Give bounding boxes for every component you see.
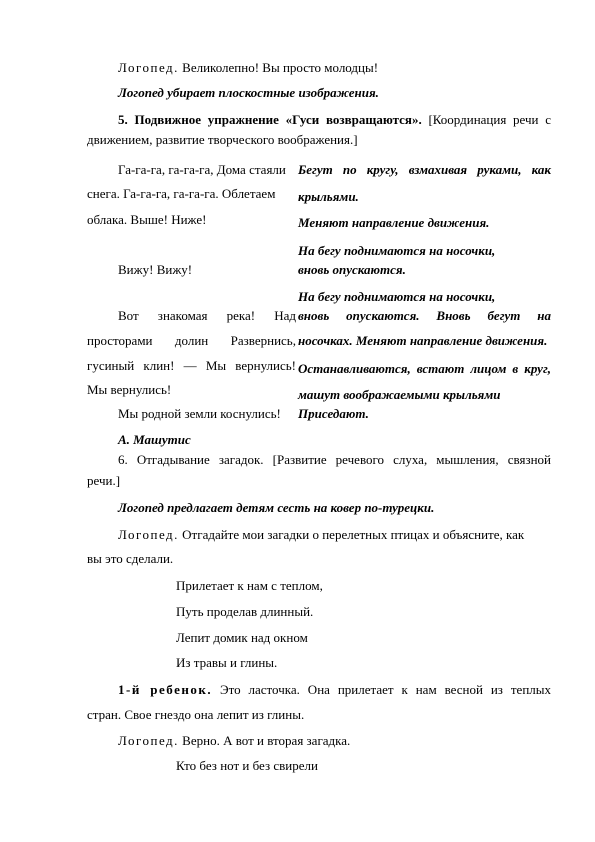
speaker-label: Логопед. <box>118 733 179 748</box>
action-line: На бегу поднимаются на носочки, <box>298 243 496 258</box>
action-line: вновь опускаются. Вновь бегут на <box>298 308 551 323</box>
speech-text: Это ласточка. Она прилетает к нам весной из теплых <box>212 682 551 697</box>
action-line: машут воображаемыми крыльями <box>298 387 501 402</box>
action-line: вновь опускаются. <box>298 262 406 277</box>
speaker-label: 1-й ребенок. <box>118 682 213 697</box>
poem-line: Га-га-га, га-га-га, Дома стаяли <box>118 162 286 177</box>
riddle-line: Прилетает к нам с теплом, <box>176 578 323 593</box>
poem-author: А. Машутис <box>118 432 191 447</box>
poem-line: Мы родной земли коснулись! <box>118 406 281 421</box>
exercise-5-heading <box>118 112 551 128</box>
exercise-goal-cont: движением, развитие творческого воображения.] <box>87 132 358 147</box>
riddle-line: Путь проделав длинный. <box>176 604 314 619</box>
speech-text: Верно. А вот и вторая загадка. <box>178 733 351 748</box>
speech-line <box>118 733 350 749</box>
poem-line: облака. Выше! Ниже! <box>87 212 207 227</box>
action-line: Приседают. <box>298 406 369 421</box>
riddle-line: Из травы и глины. <box>176 655 278 670</box>
speech-text: Великолепно! Вы просто молодцы! <box>178 60 379 75</box>
poem-line: снега. Га-га-га, га-га-га. Облетаем <box>87 186 276 201</box>
exercise-title: 5. Подвижное упражнение «Гуси возвращаются». <box>118 112 422 127</box>
poem-line: Вижу! Вижу! <box>118 262 193 277</box>
exercise-6-heading-cont: речи.] <box>87 473 121 488</box>
action-line: крыльями. <box>298 189 359 204</box>
stage-direction: Логопед убирает плоскостные изображения. <box>118 85 379 100</box>
poem-line: Мы вернулись! <box>87 382 172 397</box>
action-line: Меняют направление движения. <box>298 215 490 230</box>
action-line: На бегу поднимаются на носочки, <box>298 289 496 304</box>
speech-line <box>118 60 378 76</box>
exercise-6-heading: 6. Отгадывание загадок. [Развитие речевого слуха, мышления, связной <box>118 452 551 467</box>
poem-line: просторами долин Развернись, <box>87 333 296 348</box>
speech-line <box>118 682 551 698</box>
exercise-goal: [Координация речи с <box>421 112 551 127</box>
poem-line: Вот знакомая река! Над <box>118 308 296 323</box>
speech-line <box>118 527 524 543</box>
speaker-label: Логопед. <box>118 527 179 542</box>
riddle-line: Лепит домик над окном <box>176 630 308 645</box>
speaker-label: Логопед. <box>118 60 179 75</box>
stage-direction: Логопед предлагает детям сесть на ковер по-турецки. <box>118 500 435 515</box>
speech-text-cont: вы это сделали. <box>87 551 174 566</box>
speech-text: Отгадайте мои загадки о перелетных птицах и объясните, как <box>178 527 525 542</box>
action-line: Останавливаются, встают лицом в круг, <box>298 361 551 376</box>
poem-line: гусиный клин! — Мы вернулись! <box>87 358 296 373</box>
speech-text-cont: стран. Свое гнездо она лепит из глины. <box>87 707 305 722</box>
riddle-line: Кто без нот и без свирели <box>176 758 318 773</box>
action-line: носочках. Меняют направление движения. <box>298 333 548 348</box>
action-line: Бегут по кругу, взмахивая руками, как <box>298 162 551 177</box>
